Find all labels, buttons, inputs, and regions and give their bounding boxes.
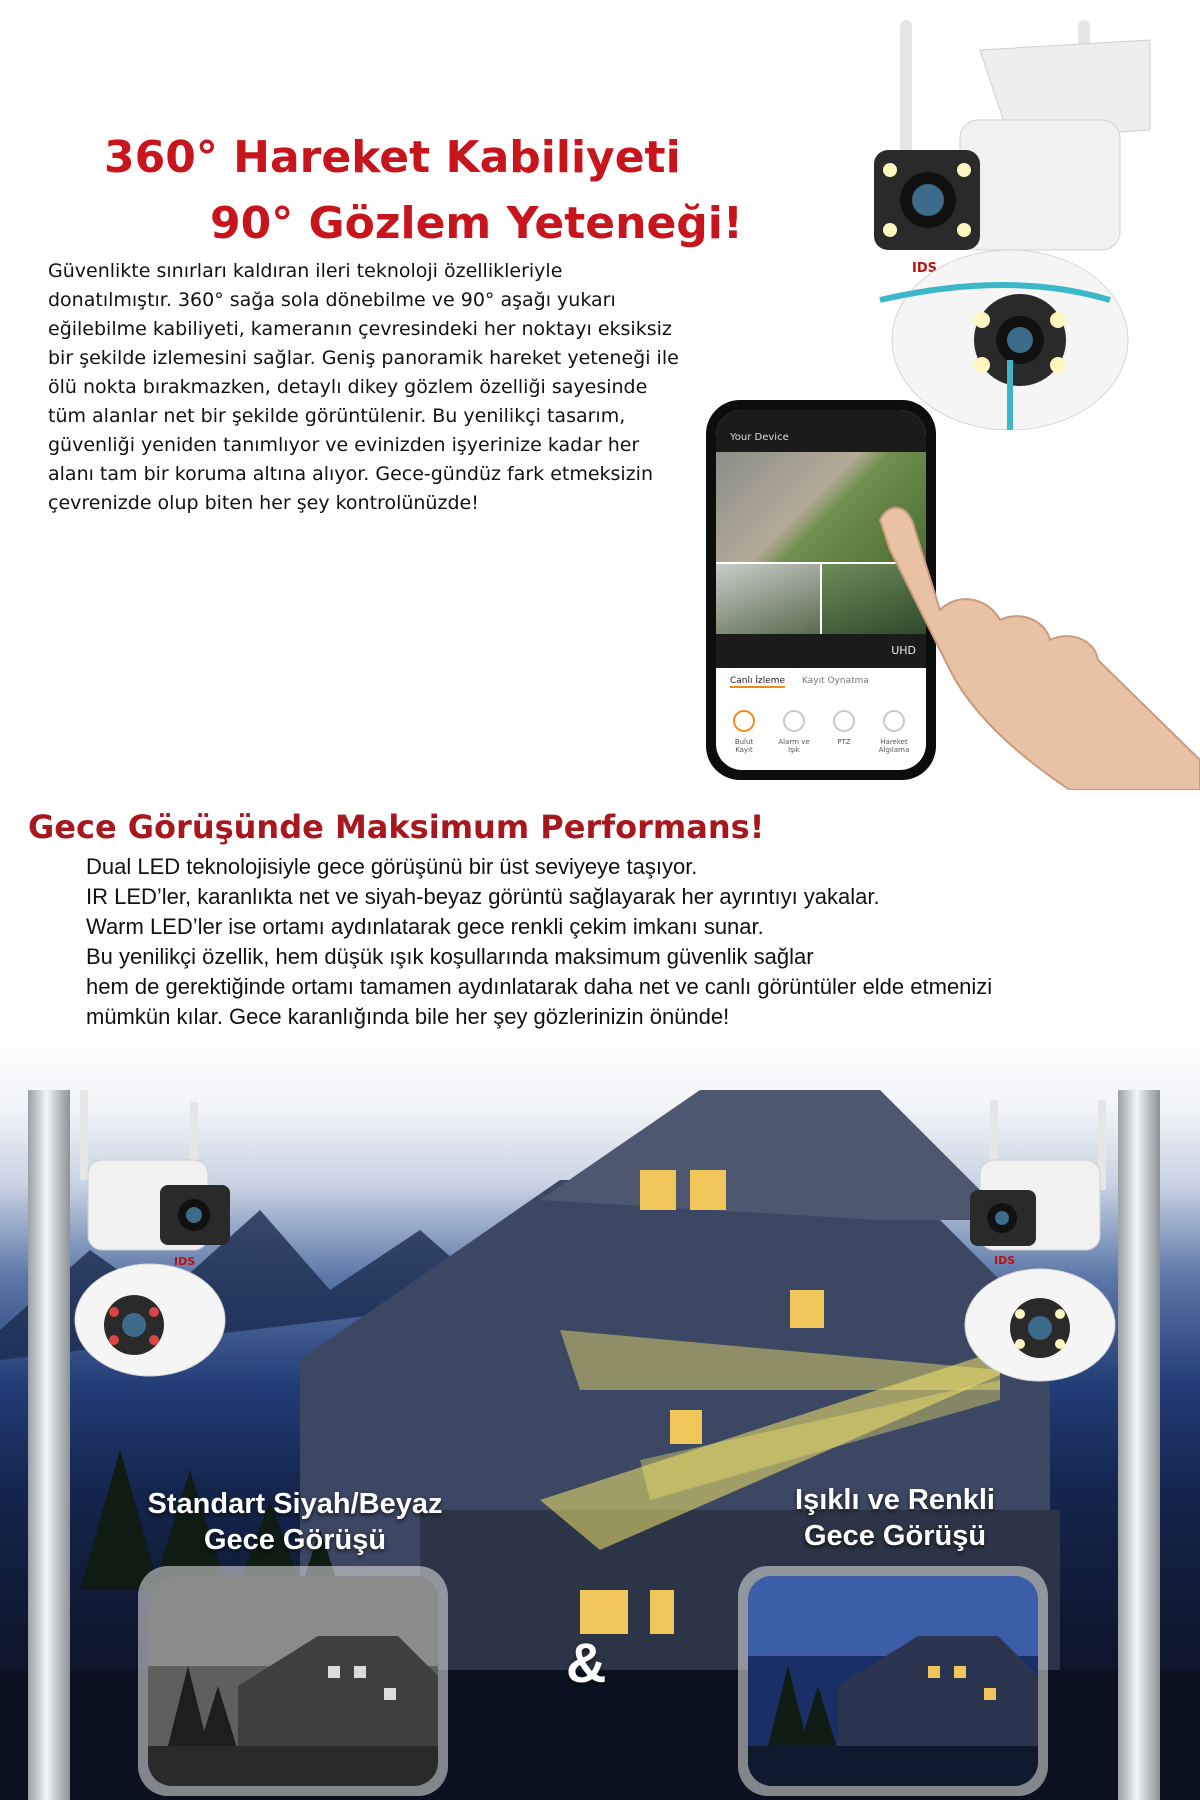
app-header: Your Device [730,432,789,443]
camera-feed-2 [716,564,820,634]
paragraph-line: Warm LED’ler ise ortamı aydınlatarak gece renkli çekim imkanı sunar. [86,914,764,939]
paragraph-line: mümkün kılar. Gece karanlığında bile her şey gözlerinizin önünde! [86,1004,730,1029]
comparison-separator: & [566,1631,607,1694]
bw-night-thumbnail [138,1566,448,1796]
svg-text:IDS: IDS [994,1254,1016,1267]
tab-live: Canlı İzleme [730,676,786,686]
svg-text:IDS: IDS [174,1255,196,1268]
color-night-thumbnail [738,1566,1048,1796]
paragraph-line: Bu yenilikçi özellik, hem düşük ışık koşullarında maksimum güvenlik sağlar [86,944,814,969]
feature-paragraph: Güvenlikte sınırları kaldıran ileri teknoloji özellikleriyle donatılmıştır. 360° sağa sola dönebilme ve 90° aşağı yukarı eğilebilme kabiliyeti, kameranın çevresindeki her noktayı eksiksiz bir şekilde izlemesini sağlar. Geniş panoramik hareket yeteneği ile ölü nokta bırakmazken, detaylı dikey gözlem özelliği sayesinde tüm alanlar net bir şekilde görüntülenir. Bu yenilikçi tasarım, güvenliği yeniden tanımlıyor ve evinizden işyerinize kadar her alanı tam bir koruma altına alıyor. Gece-gündüz fark etmeksizin çevrenizde olup biten her şey kontrolünüzde! [48,260,679,514]
paragraph-line: IR LED’ler, karanlıkta net ve siyah-beyaz görüntü sağlayarak her ayrıntıyı yakalar. [86,884,880,909]
hand-image [870,500,1200,790]
pole-left [28,1090,70,1800]
motion-icon: Hareket Algılama [876,710,912,754]
pole-right [1118,1090,1160,1800]
cloud-icon: Bulut Kayıt [726,710,762,754]
tab-playback: Kayıt Oynatma [802,676,869,686]
label-bw-night-vision: Standart Siyah/Beyaz Gece Görüşü [147,1488,443,1556]
paragraph-line: hem de gerektiğinde ortamı tamamen aydınlatarak daha net ve canlı görüntüler elde etmenizi [86,974,993,999]
paragraph-line: Dual LED teknolojisiyle gece görüşünü bir üst seviyeye taşıyor. [86,854,698,879]
night-vision-title: Gece Görüşünde Maksimum Performans! [28,808,765,846]
ptz-icon: PTZ [826,710,862,746]
quality-label: UHD [891,644,916,657]
camera-right-warm-led [950,1100,1120,1390]
camera-left-ir [70,1090,240,1380]
title-360-movement: 360° Hareket Kabiliyeti [104,132,681,183]
label-color-night-vision: Işıklı ve Renkli Gece Görüşü [795,1484,995,1552]
ptz-camera-image [860,20,1160,430]
svg-text:IDS: IDS [912,261,937,276]
alarm-icon: Alarm ve Işık [776,710,812,754]
title-90-observation: 90° Gözlem Yeteneği! [210,198,743,249]
night-vision-paragraph [86,852,992,1032]
